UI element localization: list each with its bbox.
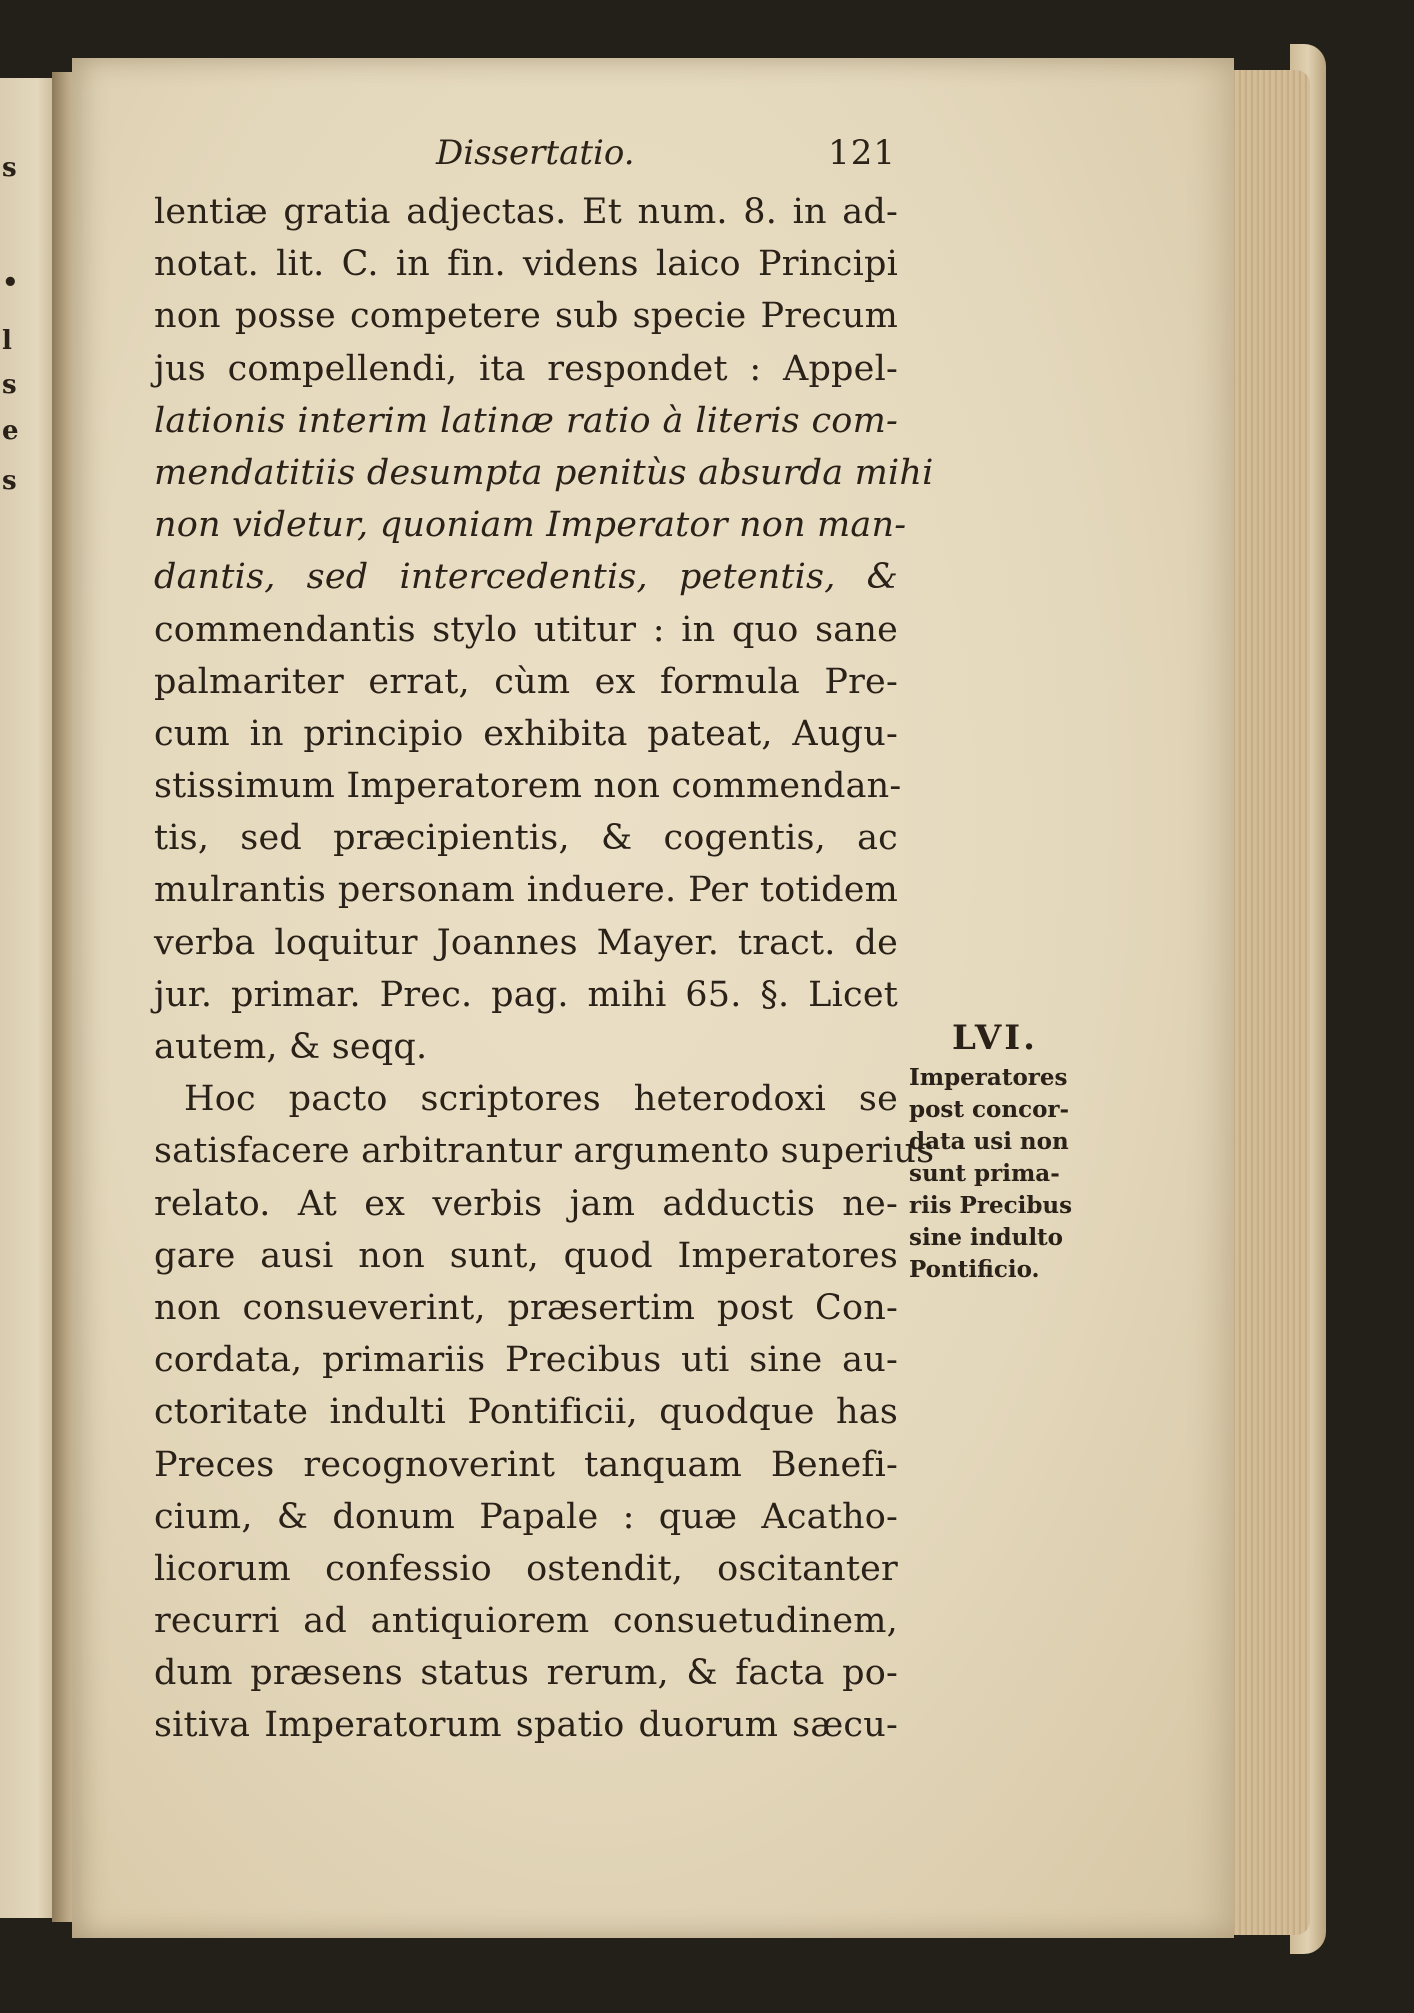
text-line: non videtur, quoniam Imperator non man-: [154, 505, 907, 546]
text-line: mulrantis personam induere. Per totidem: [154, 870, 898, 911]
text-line: non consueverint, præsertim post Con-: [154, 1287, 898, 1328]
margin-note-line: riis Precibus: [909, 1192, 1073, 1219]
left-edge-mark: s: [2, 153, 17, 183]
left-edge-mark: e: [2, 416, 19, 446]
margin-note-lines: [905, 1062, 1085, 1286]
text-line: verba loquitur Joannes Mayer. tract. de: [154, 922, 898, 963]
text-line: lationis interim latinæ ratio à literis com-: [154, 400, 898, 441]
margin-note-heading: LVI.: [952, 1018, 1038, 1058]
text-line: cordata, primariis Precibus uti sine au-: [154, 1340, 898, 1381]
text-line: non posse competere sub specie Precum: [154, 296, 898, 337]
left-edge-mark: s: [2, 466, 17, 496]
text-line: Preces recognoverint tanquam Benefi-: [154, 1444, 898, 1485]
left-edge-mark: •: [2, 268, 19, 298]
text-line: jur. primar. Prec. pag. mihi 65. §. Licet: [154, 974, 898, 1015]
text-line: commendantis stylo utitur : in quo sane: [154, 609, 898, 650]
text-line: palmariter errat, cùm ex formula Pre-: [154, 661, 898, 702]
text-line: lentiæ gratia adjectas. Et num. 8. in ad-: [154, 192, 898, 232]
text-line: gare ausi non sunt, quod Imperatores: [154, 1235, 898, 1276]
margin-note-line: sine indulto: [909, 1224, 1064, 1251]
text-line: dum præsens status rerum, & facta po-: [154, 1653, 898, 1694]
text-line: jus compellendi, ita respondet : Appel-: [154, 348, 898, 389]
text-line: ctoritate indulti Pontificii, quodque has: [154, 1392, 898, 1433]
margin-note-line: data usi non: [909, 1128, 1069, 1155]
text-line: licorum confessio ostendit, oscitanter: [154, 1548, 898, 1589]
text-line: satisfacere arbitrantur argumento superius: [154, 1131, 935, 1172]
text-line: notat. lit. C. in fin. videns laico Principi: [154, 244, 898, 285]
text-line: recurri ad antiquiorem consuetudinem,: [154, 1601, 898, 1642]
margin-note-line: sunt prima-: [909, 1160, 1060, 1187]
text-line: cium, & donum Papale : quæ Acatho-: [154, 1496, 898, 1537]
text-line: autem, & seqq.: [154, 1027, 428, 1067]
margin-note-line: Imperatores: [909, 1064, 1068, 1091]
text-line: Hoc pacto scriptores heterodoxi se: [184, 1079, 898, 1120]
text-line: relato. At ex verbis jam adductis ne-: [154, 1183, 898, 1224]
text-line: sitiva Imperatorum spatio duorum sæcu-: [154, 1705, 898, 1746]
running-head: [156, 133, 896, 183]
margin-note-line: post concor-: [909, 1096, 1070, 1123]
left-edge-mark: l: [2, 326, 12, 356]
left-edge-mark: s: [2, 370, 17, 400]
text-line: mendatitiis desumpta penitùs absurda mihi: [154, 452, 934, 493]
running-head-title: Dissertatio.: [436, 133, 635, 173]
page-number: 121: [828, 133, 896, 173]
text-line: stissimum Imperatorem non commendan-: [154, 766, 902, 807]
text-line: tis, sed præcipientis, & cogentis, ac: [154, 818, 898, 859]
margin-note: [905, 1018, 1085, 1286]
text-line: cum in principio exhibita pateat, Augu-: [154, 713, 898, 754]
text-line: dantis, sed intercedentis, petentis, &: [154, 557, 898, 598]
body-text: [154, 186, 935, 1752]
margin-note-line: Pontificio.: [909, 1256, 1040, 1283]
